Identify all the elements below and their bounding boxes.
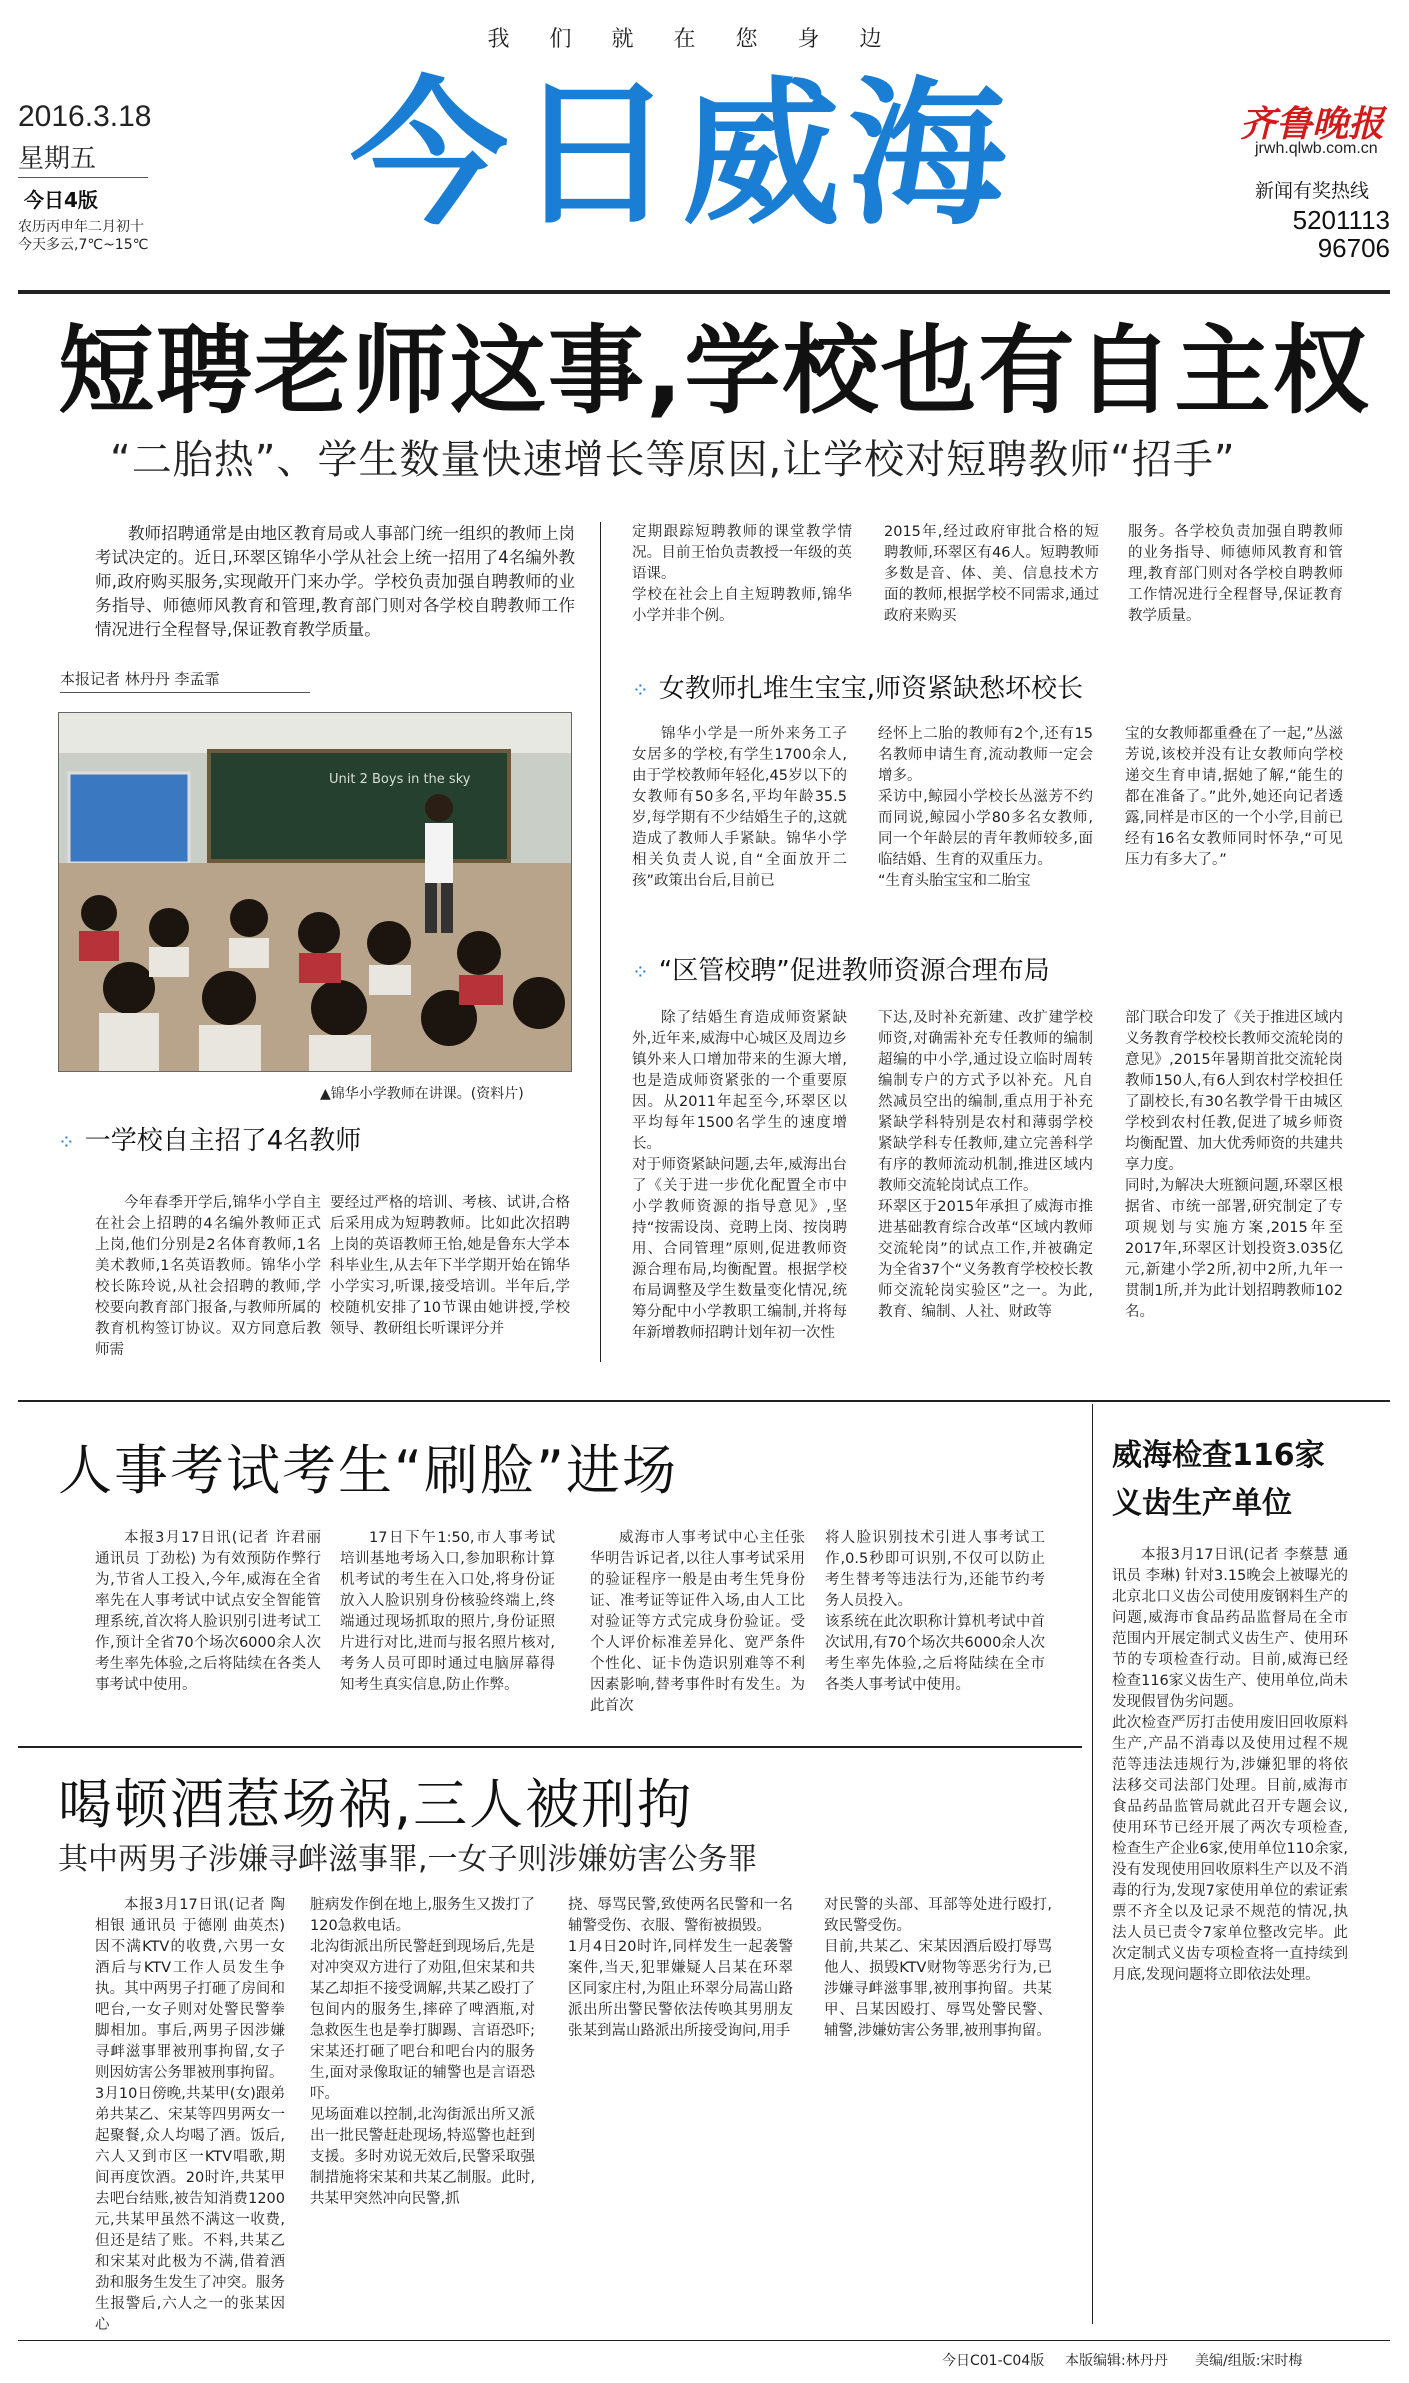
article1-col3-top: 定期跟踪短聘教师的课堂教学情况。目前王怡负责教授一年级的英语课。 学校在社会上自主短聘教师,锦华小学并非个例。 xyxy=(632,524,852,624)
article1-lead: 教师招聘通常是由地区教育局或人事部门统一组织的教师上岗考试决定的。近日,环翠区锦华小学从社会上统一招用了4名编外教师,政府购买服务,实现敞开门来办学。学校负责加强自聘教师的业务指导、师德师风教育和管理,教育部门则对各学校自聘教师工作情况进行全程督导,保证教育教学质量。 xyxy=(95,524,575,639)
article2-headline: 人事考试考生“刷脸”进场 xyxy=(58,1439,678,1502)
section3-heading xyxy=(632,950,1050,987)
article1-subhead: “二胎热”、学生数量快速增长等原因,让学校对短聘教师“招手” xyxy=(110,437,1236,483)
hotline-number-2: 96706 xyxy=(1317,233,1390,263)
sidebar-headline xyxy=(1112,1432,1372,1528)
lunar-weather xyxy=(18,218,148,254)
footer-rule xyxy=(18,2340,1390,2341)
diamond-bullet-icon: ⁘ xyxy=(632,960,647,984)
classroom-illustration xyxy=(59,713,571,1071)
article3-col2: 脏病发作倒在地上,服务生又拨打了120急救电话。 北沟街派出所民警赶到现场后,先是对冲突双方进行了劝阻,但宋某和共某乙却拒不接受调解,共某乙殴打了包间内的服务生,摔碎了啤酒瓶,对急救医生也是拳打脚踢、言语恐吓;宋某还打砸了吧台和吧台内的服务生,面对录像取证的辅警也是言语恐吓。 见场面难以控制,北沟街派出所又派出一批民警赶赴现场,特巡警也赶到支援。多时劝说无效后,民警采取强制措施将宋某和共某乙制服。此时,共某甲突然冲向民警,抓 xyxy=(310,1897,535,2207)
edition-count: 今日4版 xyxy=(24,188,98,212)
article1-col4-top: 2015年,经过政府审批合格的短聘教师,环翠区有46人。短聘教师多数是音、体、美、信息技术方面的教师,根据学校不同需求,通过政府来购买 xyxy=(884,524,1099,624)
article2-col2: 17日下午1:50,市人事考试培训基地考场入口,参加职称计算机考试的考生在入口处,将身份证放入人脸识别身份核验终端上,终端通过现场抓取的照片,身份证照片进行对比,进而与报名照片核对,考务人员可即时通过电脑屏幕得知考生真实信息,防止作弊。 xyxy=(340,1530,555,1693)
lunar-date: 农历丙申年二月初十 xyxy=(18,219,144,235)
sidebar-headline-line2: 义齿生产单位 xyxy=(1112,1486,1292,1521)
article3-headline: 喝顿酒惹场祸,三人被刑拘 xyxy=(58,1773,694,1836)
section2-col3: 宝的女教师都重叠在了一起,”丛滋芳说,该校并没有让女教师向学校递交生育申请,据她了解,“能生的都在准备了。”此外,她还向记者透露,同样是市区的一个小学,目前已经有16名女教师同时怀孕,“可见压力有多大了。” xyxy=(1125,726,1343,868)
hotline-label: 新闻有奖热线 xyxy=(1255,180,1370,202)
article3-col1: 本报3月17日讯(记者 陶相银 通讯员 于德刚 曲英杰) 因不满KTV的收费,六男一女酒后与KTV工作人员发生争执。其中两男子打砸了房间和吧台,一女子则对处警民警拳脚相加。事后,两男子因涉嫌寻衅滋事罪被刑事拘留,女子则因妨害公务罪被刑事拘留。 3月10日傍晚,共某甲(女)跟弟弟共某乙、宋某等四男两女一起聚餐,众人均喝了酒。饭后,六人又到市区一KTV唱歌,期间再度饮酒。20时许,共某甲去吧台结账,被告知消费1200元,共某甲虽然不满这一收费,但还是结了账。不料,共某乙和宋某对此极为不满,借着酒劲和服务生发生了冲突。服务生报警后,六人之一的张某因心 xyxy=(95,1897,285,2333)
article3-col3: 挠、辱骂民警,致使两名民警和一名辅警受伤、衣服、警衔被损毁。 1月4日20时许,同样发生一起袭警案件,当天,犯罪嫌疑人吕某在环翠区同家庄村,为阻止环翠分局嵩山路派出所出警民警依法传唤其男朋友张某到嵩山路派出所接受询问,用手 xyxy=(568,1897,793,2039)
section3-col1: 除了结婚生育造成师资紧缺外,近年来,威海中心城区及周边乡镇外来人口增加带来的生源大增,也是造成师资紧张的一个重要原因。从2011年起至今,环翠区以平均每年1500名学生的速度增长。 对于师资紧缺问题,去年,威海出台了《关于进一步优化配置全市中小学教师资源的指导意见》,坚持“按需设岗、竞聘上岗、按岗聘用、合同管理”原则,促进教师资源合理布局,均衡配置。根据学校布局调整及学生数量变化情况,统筹分配中小学教职工编制,并将每年新增教师招聘计划年初一次性 xyxy=(632,1010,847,1341)
issue-weekday: 星期五 xyxy=(18,138,148,178)
article1-col5-top: 服务。各学校负责加强自聘教师的业务指导、师德师风教育和管理,教育部门则对各学校自聘教师工作情况进行全程督导,保证教育教学质量。 xyxy=(1128,524,1343,624)
section2-col1: 锦华小学是一所外来务工子女居多的学校,有学生1700余人,由于学校教师年轻化,45岁以下的女教师有50多名,平均年龄35.5岁,每学期有不少结婚生子的,这就造成了教师人手紧缺。锦华小学相关负责人说,自“全面放开二孩”政策出台后,目前已 xyxy=(632,726,847,889)
newspaper-logo: 齐鲁晚报 xyxy=(1240,103,1385,145)
diamond-bullet-icon: ⁘ xyxy=(632,678,647,702)
section-rule xyxy=(18,1746,1082,1748)
classroom-photo xyxy=(58,712,572,1072)
photo-caption: ▲锦华小学教师在讲课。(资料片) xyxy=(320,1086,524,1102)
section2-title: 女教师扎堆生宝宝,师资紧缺愁坏校长 xyxy=(658,674,1084,704)
sidebar-headline-line1: 威海检查116家 xyxy=(1112,1438,1325,1473)
masthead-title: 今日威海 xyxy=(350,63,1014,247)
footer-design: 美编/组版:宋时梅 xyxy=(1195,2353,1303,2369)
sidebar-divider xyxy=(1092,1404,1093,2324)
section2-heading xyxy=(632,668,1083,705)
section1-col2: 要经过严格的培训、考核、试讲,合格后采用成为短聘教师。比如此次招聘上岗的英语教师王怡,她是鲁东大学本科毕业生,从去年下半学期开始在锦华小学实习,听课,接受培训。半年后,学校随机安排了10节课由她讲授,学校领导、教研组长听课评分并 xyxy=(330,1195,570,1337)
article2-col4: 将人脸识别技术引进人事考试工作,0.5秒即可识别,不仅可以防止考生替考等违法行为,还能节约考务人员投入。 该系统在此次职称计算机考试中首次试用,有70个场次共6000余人次考生率先体验,之后将陆续在全市各类人事考试中使用。 xyxy=(825,1530,1045,1693)
section3-col3: 部门联合印发了《关于推进区域内义务教育学校校长教师交流轮岗的意见》,2015年暑期首批交流轮岗教师150人,有6人到农村学校担任了副校长,有30名教学骨干由城区学校到农村任教,促进了城乡师资均衡配置、加大优秀师资的共建共享力度。 同时,为解决大班额问题,环翠区根据省、市统一部署,研究制定了专项规划与实施方案,2015年至2017年,环翠区计划投资3.035亿元,新建小学2所,初中2所,九年一贯制1所,并为此计划招聘教师102名。 xyxy=(1125,1010,1343,1320)
article3-col4: 对民警的头部、耳部等处进行殴打,致民警受伤。 目前,共某乙、宋某因酒后殴打辱骂他人、损毁KTV财物等恶劣行为,已涉嫌寻衅滋事罪,被刑事拘留。共某甲、吕某因殴打、辱骂处警民警、辅警,涉嫌妨害公务罪,被刑事拘留。 xyxy=(824,1897,1052,2039)
slogan: 我们就在您身边 xyxy=(487,27,922,52)
article1-byline: 本报记者 林丹丹 李孟霏 xyxy=(60,668,310,693)
blackboard-text: Unit 2 Boys in the sky xyxy=(329,772,471,787)
footer-editor: 本版编辑:林丹丹 xyxy=(1065,2353,1168,2369)
section1-col1: 今年春季开学后,锦华小学自主在社会上招聘的4名编外教师正式上岗,他们分别是2名体育教师,1名美术教师,1名英语教师。锦华小学校长陈玲说,从社会招聘的教师,学校要向教育部门报备,与教师所属的教育机构签订协议。双方同意后教师需 xyxy=(95,1195,321,1358)
section2-col2: 经怀上二胎的教师有2个,还有15名教师申请生育,流动教师一定会增多。 采访中,鲸园小学校长丛滋芳不约而同说,鲸园小学80多名女教师,同一个年龄层的青年教师较多,面临结婚、生育的双重压力。 “生育头胎宝宝和二胎宝 xyxy=(878,726,1093,889)
column-divider xyxy=(600,522,601,1362)
website-url[interactable]: jrwh.qlwb.com.cn xyxy=(1255,140,1378,157)
footer-pages: 今日C01-C04版 xyxy=(942,2353,1045,2369)
header-rule xyxy=(18,290,1390,294)
section1-title: 一学校自主招了4名教师 xyxy=(84,1126,362,1156)
section1-heading xyxy=(58,1120,361,1157)
section-rule xyxy=(18,1400,1390,1402)
section3-title: “区管校聘”促进教师资源合理布局 xyxy=(658,956,1050,986)
diamond-bullet-icon: ⁘ xyxy=(58,1130,73,1154)
section3-col2: 下达,及时补充新建、改扩建学校师资,对确需补充专任教师的编制超编的中小学,通过设立临时周转编制专户的方式予以补充。凡自然减员空出的编制,重点用于补充紧缺学科特别是农村和薄弱学校紧缺学科专任教师,建立完善科学有序的教师流动机制,推进区域内教师交流轮岗试点工作。 环翠区于2015年承担了威海市推进基础教育综合改革“区域内教师交流轮岗”的试点工作,并被确定为全省37个“义务教育学校校长教师交流轮岗实验区”之一。为此,教育、编制、人社、财政等 xyxy=(878,1010,1093,1320)
weather: 今天多云,7℃~15℃ xyxy=(18,237,149,253)
article2-col3: 威海市人事考试中心主任张华明告诉记者,以往人事考试采用的验证程序一般是由考生凭身份证、准考证等证件入场,由人工比对验证等方式完成身份验证。受个人评价标准差异化、宽严条件个性化、证卡伪造识别难等不利因素影响,替考事件时有发生。为此首次 xyxy=(590,1530,805,1714)
sidebar-body: 本报3月17日讯(记者 李蔡慧 通讯员 李琳) 针对3.15晚会上被曝光的北京北口义齿公司使用废钢料生产的问题,威海市食品药品监督局在全市范围内开展定制式义齿生产、使用环节的专项检查行动。目前,威海已经检查116家义齿生产、使用单位,尚未发现假冒伪劣问题。 此次检查严厉打击使用废旧回收原料生产,产品不消毒以及使用过程不规范等违法违规行为,涉嫌犯罪的将依法移交司法部门处理。目前,威海市食品药品监管局就此召开专题会议,使用环节已经开展了两次专项检查,检查生产企业6家,使用单位110余家,没有发现使用回收原料生产以及不消毒的行为,发现7家使用单位的索证索票不齐全以及记录不规范的情况,执法人员已责令7家单位整改完毕。此次定制式义齿专项检查将一直持续到月底,发现问题将立即依法处理。 xyxy=(1112,1547,1348,1983)
article2-col1: 本报3月17日讯(记者 许君丽 通讯员 丁劲松) 为有效预防作弊行为,节省人工投入,今年,威海在全省率先在人事考试中试点安全智能管理系统,首次将人脸识别引进考试工作,预计全省70个场次6000余人次考生率先体验,之后将陆续在各类人事考试中使用。 xyxy=(95,1530,321,1693)
article3-subhead: 其中两男子涉嫌寻衅滋事罪,一女子则涉嫌妨害公务罪 xyxy=(58,1842,758,1877)
hotline-number-1: 5201113 xyxy=(1292,205,1390,235)
issue-date: 2016.3.18 xyxy=(18,100,152,133)
article1-headline: 短聘老师这事,学校也有自主权 xyxy=(58,315,1371,427)
